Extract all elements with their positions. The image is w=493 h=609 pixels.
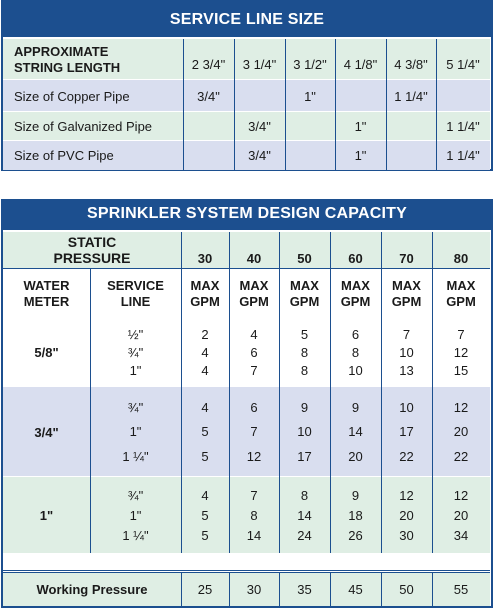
static-pressure-label-line-2: PRESSURE — [53, 250, 131, 266]
string-length-value-2: 3 1/4" — [242, 57, 277, 72]
gpm-value: 9 — [300, 399, 309, 415]
gpm-value: 8 — [250, 507, 258, 523]
max-gpm-label-line-2: GPM — [446, 293, 476, 309]
string-length-col-2 — [234, 39, 285, 80]
service-line-list — [122, 477, 148, 553]
gpm-values — [399, 318, 413, 387]
gpm-value: 4 — [201, 399, 209, 415]
gpm-column — [381, 387, 432, 477]
gpm-value: 12 — [453, 344, 469, 360]
column-divider — [432, 573, 433, 606]
service-line-value: 1" — [129, 507, 142, 523]
pipe-size-value: 1 1/4" — [446, 148, 480, 163]
gpm-value: 12 — [399, 487, 414, 503]
pipe-row-label — [3, 112, 183, 141]
row-divider — [3, 140, 490, 141]
service-line-list — [128, 318, 143, 387]
pipe-size-cell — [335, 141, 386, 170]
string-length-col-3 — [285, 39, 335, 80]
gpm-value: 14 — [348, 424, 363, 440]
gpm-column — [279, 477, 330, 553]
max-gpm-label-line-2: GPM — [391, 293, 422, 309]
max-gpm-label-line-1: MAX — [446, 277, 476, 293]
column-divider — [432, 232, 433, 553]
pipe-size-value: 3/4" — [197, 88, 220, 104]
capacity-title: SPRINKLER SYSTEM DESIGN CAPACITY — [1, 199, 493, 230]
max-gpm-header — [330, 269, 381, 318]
service-line-label-line-2: LINE — [120, 293, 151, 309]
water-meter-label-line-1: WATER — [23, 277, 70, 293]
service-line-value: ¾" — [127, 344, 144, 360]
string-length-header-line-2: STRING LENGTH — [14, 59, 121, 75]
gpm-value: 4 — [201, 362, 209, 378]
gpm-value: 34 — [453, 527, 469, 543]
gpm-value: 22 — [399, 449, 414, 465]
string-length-header-line-1: APPROXIMATE — [14, 43, 109, 59]
water-meter-size — [3, 318, 90, 387]
gpm-value: 20 — [453, 507, 469, 523]
gpm-value: 5 — [201, 449, 209, 465]
gpm-value: 10 — [348, 362, 363, 378]
gpm-column — [229, 387, 279, 477]
column-divider — [234, 39, 235, 170]
pressure-80 — [432, 232, 490, 268]
gpm-values — [201, 387, 208, 477]
pipe-row-label-text: Size of Copper Pipe — [14, 88, 130, 104]
gpm-values — [454, 318, 468, 387]
string-length-value-1: 2 3/4" — [191, 57, 226, 72]
pipe-size-cell — [335, 80, 386, 112]
service-line-list — [122, 387, 148, 477]
max-gpm-header — [279, 269, 330, 318]
pressure-40 — [229, 232, 279, 268]
column-divider — [381, 573, 382, 606]
water-meter-label-line-2: METER — [23, 293, 70, 309]
gpm-column — [432, 477, 490, 553]
gpm-values — [399, 477, 413, 553]
gpm-value: 4 — [201, 344, 209, 360]
gpm-values — [297, 477, 311, 553]
service-line-value: 1 ¼" — [122, 527, 149, 543]
gpm-value: 6 — [250, 399, 258, 415]
pipe-row-label-text: Size of Galvanized Pipe — [14, 119, 153, 134]
gpm-value: 5 — [300, 327, 309, 343]
water-meter-size — [3, 387, 90, 477]
max-gpm-label-line-1: MAX — [290, 277, 319, 293]
gpm-column — [432, 318, 490, 387]
working-pressure-value: 55 — [453, 582, 469, 597]
pipe-size-cell — [183, 80, 234, 112]
pipe-size-cell — [436, 112, 490, 141]
max-gpm-header — [381, 269, 432, 318]
column-divider — [285, 39, 286, 170]
gpm-value: 17 — [297, 449, 312, 465]
column-divider — [183, 39, 184, 170]
gpm-column — [381, 477, 432, 553]
max-gpm-label-line-2: GPM — [239, 293, 269, 309]
column-divider — [279, 232, 280, 553]
gpm-values — [399, 387, 413, 477]
column-divider — [181, 573, 182, 606]
service-line-label — [107, 278, 164, 310]
max-gpm-label — [190, 278, 220, 310]
gpm-value: 18 — [348, 507, 363, 523]
column-divider — [330, 232, 331, 553]
gpm-column — [432, 387, 490, 477]
spacer-row — [3, 553, 490, 570]
pipe-size-value: 1" — [354, 119, 367, 134]
working-pressure-cell — [279, 573, 330, 606]
pipe-size-cell — [386, 80, 436, 112]
string-length-col-4 — [335, 39, 386, 80]
max-gpm-header — [432, 269, 490, 318]
pressure-30 — [181, 232, 229, 268]
working-pressure-value: 30 — [246, 582, 262, 597]
gpm-column — [330, 318, 381, 387]
service-line-sizes — [90, 387, 181, 477]
service-line-value: 1" — [129, 362, 142, 378]
gpm-value: 12 — [246, 449, 262, 465]
max-gpm-label-line-2: GPM — [340, 293, 371, 309]
group-divider — [3, 386, 490, 387]
pipe-size-value: 1" — [304, 88, 316, 104]
pipe-size-cell — [285, 112, 335, 141]
row-divider — [3, 111, 490, 112]
working-pressure-value: 35 — [297, 582, 312, 597]
static-pressure-header — [3, 232, 181, 268]
spacer-divider — [3, 570, 490, 571]
gpm-value: 5 — [201, 424, 209, 440]
gpm-value: 9 — [351, 487, 360, 503]
max-gpm-label — [392, 278, 422, 310]
gpm-value: 15 — [453, 362, 469, 378]
gpm-value: 20 — [399, 507, 414, 523]
pipe-size-value: 3/4" — [248, 148, 271, 163]
max-gpm-label-line-1: MAX — [190, 277, 220, 293]
string-length-value-5: 4 3/8" — [394, 57, 428, 72]
column-divider — [229, 573, 230, 606]
max-gpm-label — [239, 278, 269, 310]
gpm-value: 6 — [351, 327, 360, 343]
water-meter-value: 3/4" — [34, 424, 59, 440]
working-pressure-cell — [181, 573, 229, 606]
string-length-value-6: 5 1/4" — [446, 57, 480, 72]
working-pressure-label — [3, 573, 181, 606]
gpm-value: 7 — [250, 362, 258, 378]
gpm-value: 10 — [399, 344, 414, 360]
max-gpm-label-line-2: GPM — [289, 293, 320, 309]
pipe-size-cell — [436, 141, 490, 170]
column-divider — [229, 232, 230, 553]
gpm-values — [454, 477, 468, 553]
max-gpm-label-line-1: MAX — [392, 277, 421, 293]
max-gpm-label — [446, 278, 476, 310]
gpm-value: 7 — [250, 487, 258, 503]
max-gpm-label-line-1: MAX — [239, 277, 269, 293]
service-line-value: 1 ¼" — [122, 449, 149, 465]
gpm-value: 8 — [300, 487, 309, 503]
string-length-value-3: 3 1/2" — [293, 57, 327, 72]
gpm-values — [454, 387, 468, 477]
gpm-value: 7 — [457, 327, 465, 343]
water-meter-label — [24, 278, 70, 310]
gpm-value: 9 — [351, 399, 360, 415]
gpm-value: 4 — [201, 487, 209, 503]
service-line-value: 1" — [129, 424, 142, 440]
string-length-col-1 — [183, 39, 234, 80]
gpm-value: 14 — [246, 527, 262, 543]
pipe-size-cell — [386, 112, 436, 141]
gpm-values — [348, 477, 362, 553]
pressure-70 — [381, 232, 432, 268]
service-line-sizes — [90, 477, 181, 553]
gpm-column — [181, 318, 229, 387]
water-meter-size — [3, 477, 90, 553]
service-line-value: ¾" — [127, 487, 144, 503]
static-pressure-label — [53, 234, 130, 266]
pipe-size-cell — [386, 141, 436, 170]
working-pressure-cell — [432, 573, 490, 606]
gpm-value: 7 — [402, 327, 411, 343]
pipe-row-label — [3, 141, 183, 170]
gpm-column — [330, 477, 381, 553]
gpm-value: 6 — [250, 344, 258, 360]
gpm-value: 13 — [399, 362, 414, 378]
gpm-value: 26 — [348, 527, 363, 543]
gpm-values — [247, 477, 261, 553]
working-pressure-text: Working Pressure — [36, 582, 148, 597]
column-divider — [181, 232, 182, 553]
row-divider — [3, 79, 490, 80]
service-line-header — [90, 269, 181, 318]
gpm-value: 14 — [297, 507, 312, 523]
string-length-col-5 — [386, 39, 436, 80]
gpm-column — [279, 318, 330, 387]
pipe-size-cell — [335, 112, 386, 141]
pipe-size-value: 1 1/4" — [394, 88, 428, 104]
gpm-value: 24 — [297, 527, 312, 543]
working-pressure-cell — [381, 573, 432, 606]
gpm-column — [181, 477, 229, 553]
working-pressure-cell — [330, 573, 381, 606]
gpm-value: 8 — [351, 344, 360, 360]
service-line-value: ½" — [127, 327, 144, 343]
pipe-size-value: 1 1/4" — [446, 119, 480, 134]
working-pressure-cell — [229, 573, 279, 606]
max-gpm-label — [290, 278, 320, 310]
working-pressure-value: 45 — [348, 582, 363, 597]
gpm-value: 10 — [297, 424, 312, 440]
service-line-title: SERVICE LINE SIZE — [1, 0, 493, 37]
string-length-value-4: 4 1/8" — [343, 57, 378, 72]
pipe-size-cell — [285, 141, 335, 170]
column-divider — [381, 232, 382, 553]
pipe-size-cell — [183, 112, 234, 141]
pipe-size-cell — [234, 80, 285, 112]
pressure-value: 70 — [399, 251, 414, 266]
max-gpm-header — [181, 269, 229, 318]
max-gpm-label-line-1: MAX — [341, 277, 370, 293]
gpm-value: 4 — [250, 327, 258, 343]
gpm-values — [348, 387, 362, 477]
pipe-size-cell — [234, 141, 285, 170]
gpm-value: 10 — [399, 399, 414, 415]
gpm-column — [279, 387, 330, 477]
string-length-col-6 — [436, 39, 490, 80]
pipe-size-cell — [234, 112, 285, 141]
pressure-value: 80 — [453, 251, 469, 266]
pipe-size-cell — [285, 80, 335, 112]
gpm-values — [247, 387, 261, 477]
gpm-column — [330, 387, 381, 477]
gpm-values — [250, 318, 257, 387]
gpm-value: 17 — [399, 424, 414, 440]
static-pressure-label-line-1: STATIC — [67, 234, 117, 250]
gpm-value: 12 — [453, 399, 469, 415]
column-divider — [279, 573, 280, 606]
pressure-60 — [330, 232, 381, 268]
working-pressure-value: 25 — [197, 582, 213, 597]
gpm-column — [381, 318, 432, 387]
gpm-value: 22 — [453, 449, 469, 465]
gpm-values — [301, 318, 308, 387]
gpm-column — [229, 477, 279, 553]
service-line-label-line-1: SERVICE — [107, 277, 164, 293]
pipe-size-value: 3/4" — [248, 119, 271, 134]
max-gpm-header — [229, 269, 279, 318]
water-meter-header — [3, 269, 90, 318]
gpm-value: 2 — [201, 327, 209, 343]
max-gpm-label-line-2: GPM — [190, 293, 220, 309]
gpm-value: 5 — [201, 507, 209, 523]
pipe-size-cell — [436, 80, 490, 112]
water-meter-value: 5/8" — [34, 345, 59, 360]
column-divider — [335, 39, 336, 170]
pipe-row-label-text: Size of PVC Pipe — [14, 148, 114, 163]
string-length-header-text — [14, 44, 120, 76]
service-line-sizes — [90, 318, 181, 387]
group-divider — [3, 476, 490, 477]
gpm-value: 12 — [453, 487, 469, 503]
pipe-row-label — [3, 80, 183, 112]
gpm-value: 5 — [201, 527, 209, 543]
pressure-value: 50 — [297, 251, 312, 266]
gpm-values — [201, 318, 208, 387]
pressure-value: 40 — [246, 251, 262, 266]
gpm-column — [181, 387, 229, 477]
pressure-value: 60 — [348, 251, 363, 266]
gpm-column — [229, 318, 279, 387]
gpm-values — [201, 477, 208, 553]
gpm-value: 8 — [300, 344, 309, 360]
pressure-50 — [279, 232, 330, 268]
column-divider — [330, 573, 331, 606]
water-meter-value: 1" — [39, 507, 54, 523]
column-divider — [386, 39, 387, 170]
pressure-value: 30 — [197, 251, 213, 266]
gpm-value: 7 — [250, 424, 258, 440]
working-pressure-value: 50 — [399, 582, 414, 597]
pipe-size-value: 1" — [354, 148, 367, 163]
string-length-header — [3, 39, 183, 80]
gpm-values — [348, 318, 362, 387]
gpm-value: 30 — [399, 527, 414, 543]
gpm-values — [297, 387, 311, 477]
gpm-value: 20 — [348, 449, 363, 465]
column-divider — [90, 268, 91, 553]
gpm-value: 8 — [300, 362, 309, 378]
column-divider — [436, 39, 437, 170]
gpm-value: 20 — [453, 424, 469, 440]
max-gpm-label — [341, 278, 371, 310]
service-line-value: ¾" — [127, 399, 144, 415]
pipe-size-cell — [183, 141, 234, 170]
